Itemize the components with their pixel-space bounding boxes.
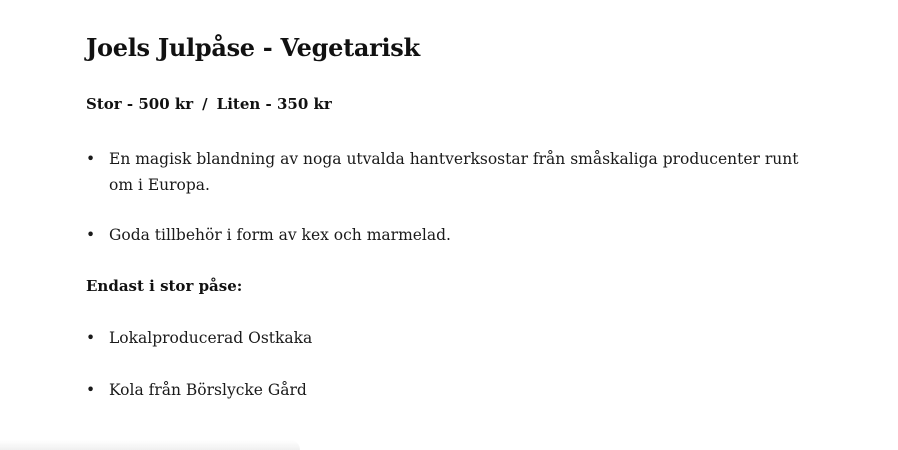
price-large: Stor - 500 kr [86, 95, 194, 113]
price-small: Liten - 350 kr [216, 95, 332, 113]
bullet-icon: • [86, 150, 96, 168]
list-item [86, 377, 799, 403]
price-separator: / [202, 95, 208, 113]
product-title: Joels Julpåse - Vegetarisk [86, 33, 420, 62]
list-item [86, 325, 799, 351]
bullet-icon: • [86, 381, 96, 399]
price-line [86, 95, 332, 113]
list-item [86, 146, 799, 198]
list-item-text: Lokalproducerad Ostkaka [109, 329, 313, 347]
bullet-icon: • [86, 226, 96, 244]
list-item-text: Goda tillbehör i form av kex och marmelad. [109, 226, 451, 244]
bottom-edge-shadow [0, 440, 300, 450]
bullet-icon: • [86, 329, 96, 347]
large-only-heading: Endast i stor påse: [86, 277, 243, 295]
list-item-text: Kola från Börslycke Gård [109, 381, 307, 399]
list-item [86, 222, 799, 248]
list-item-text: En magisk blandning av noga utvalda hantverksostar från småskaliga producenter runt om i Europa. [109, 150, 799, 194]
